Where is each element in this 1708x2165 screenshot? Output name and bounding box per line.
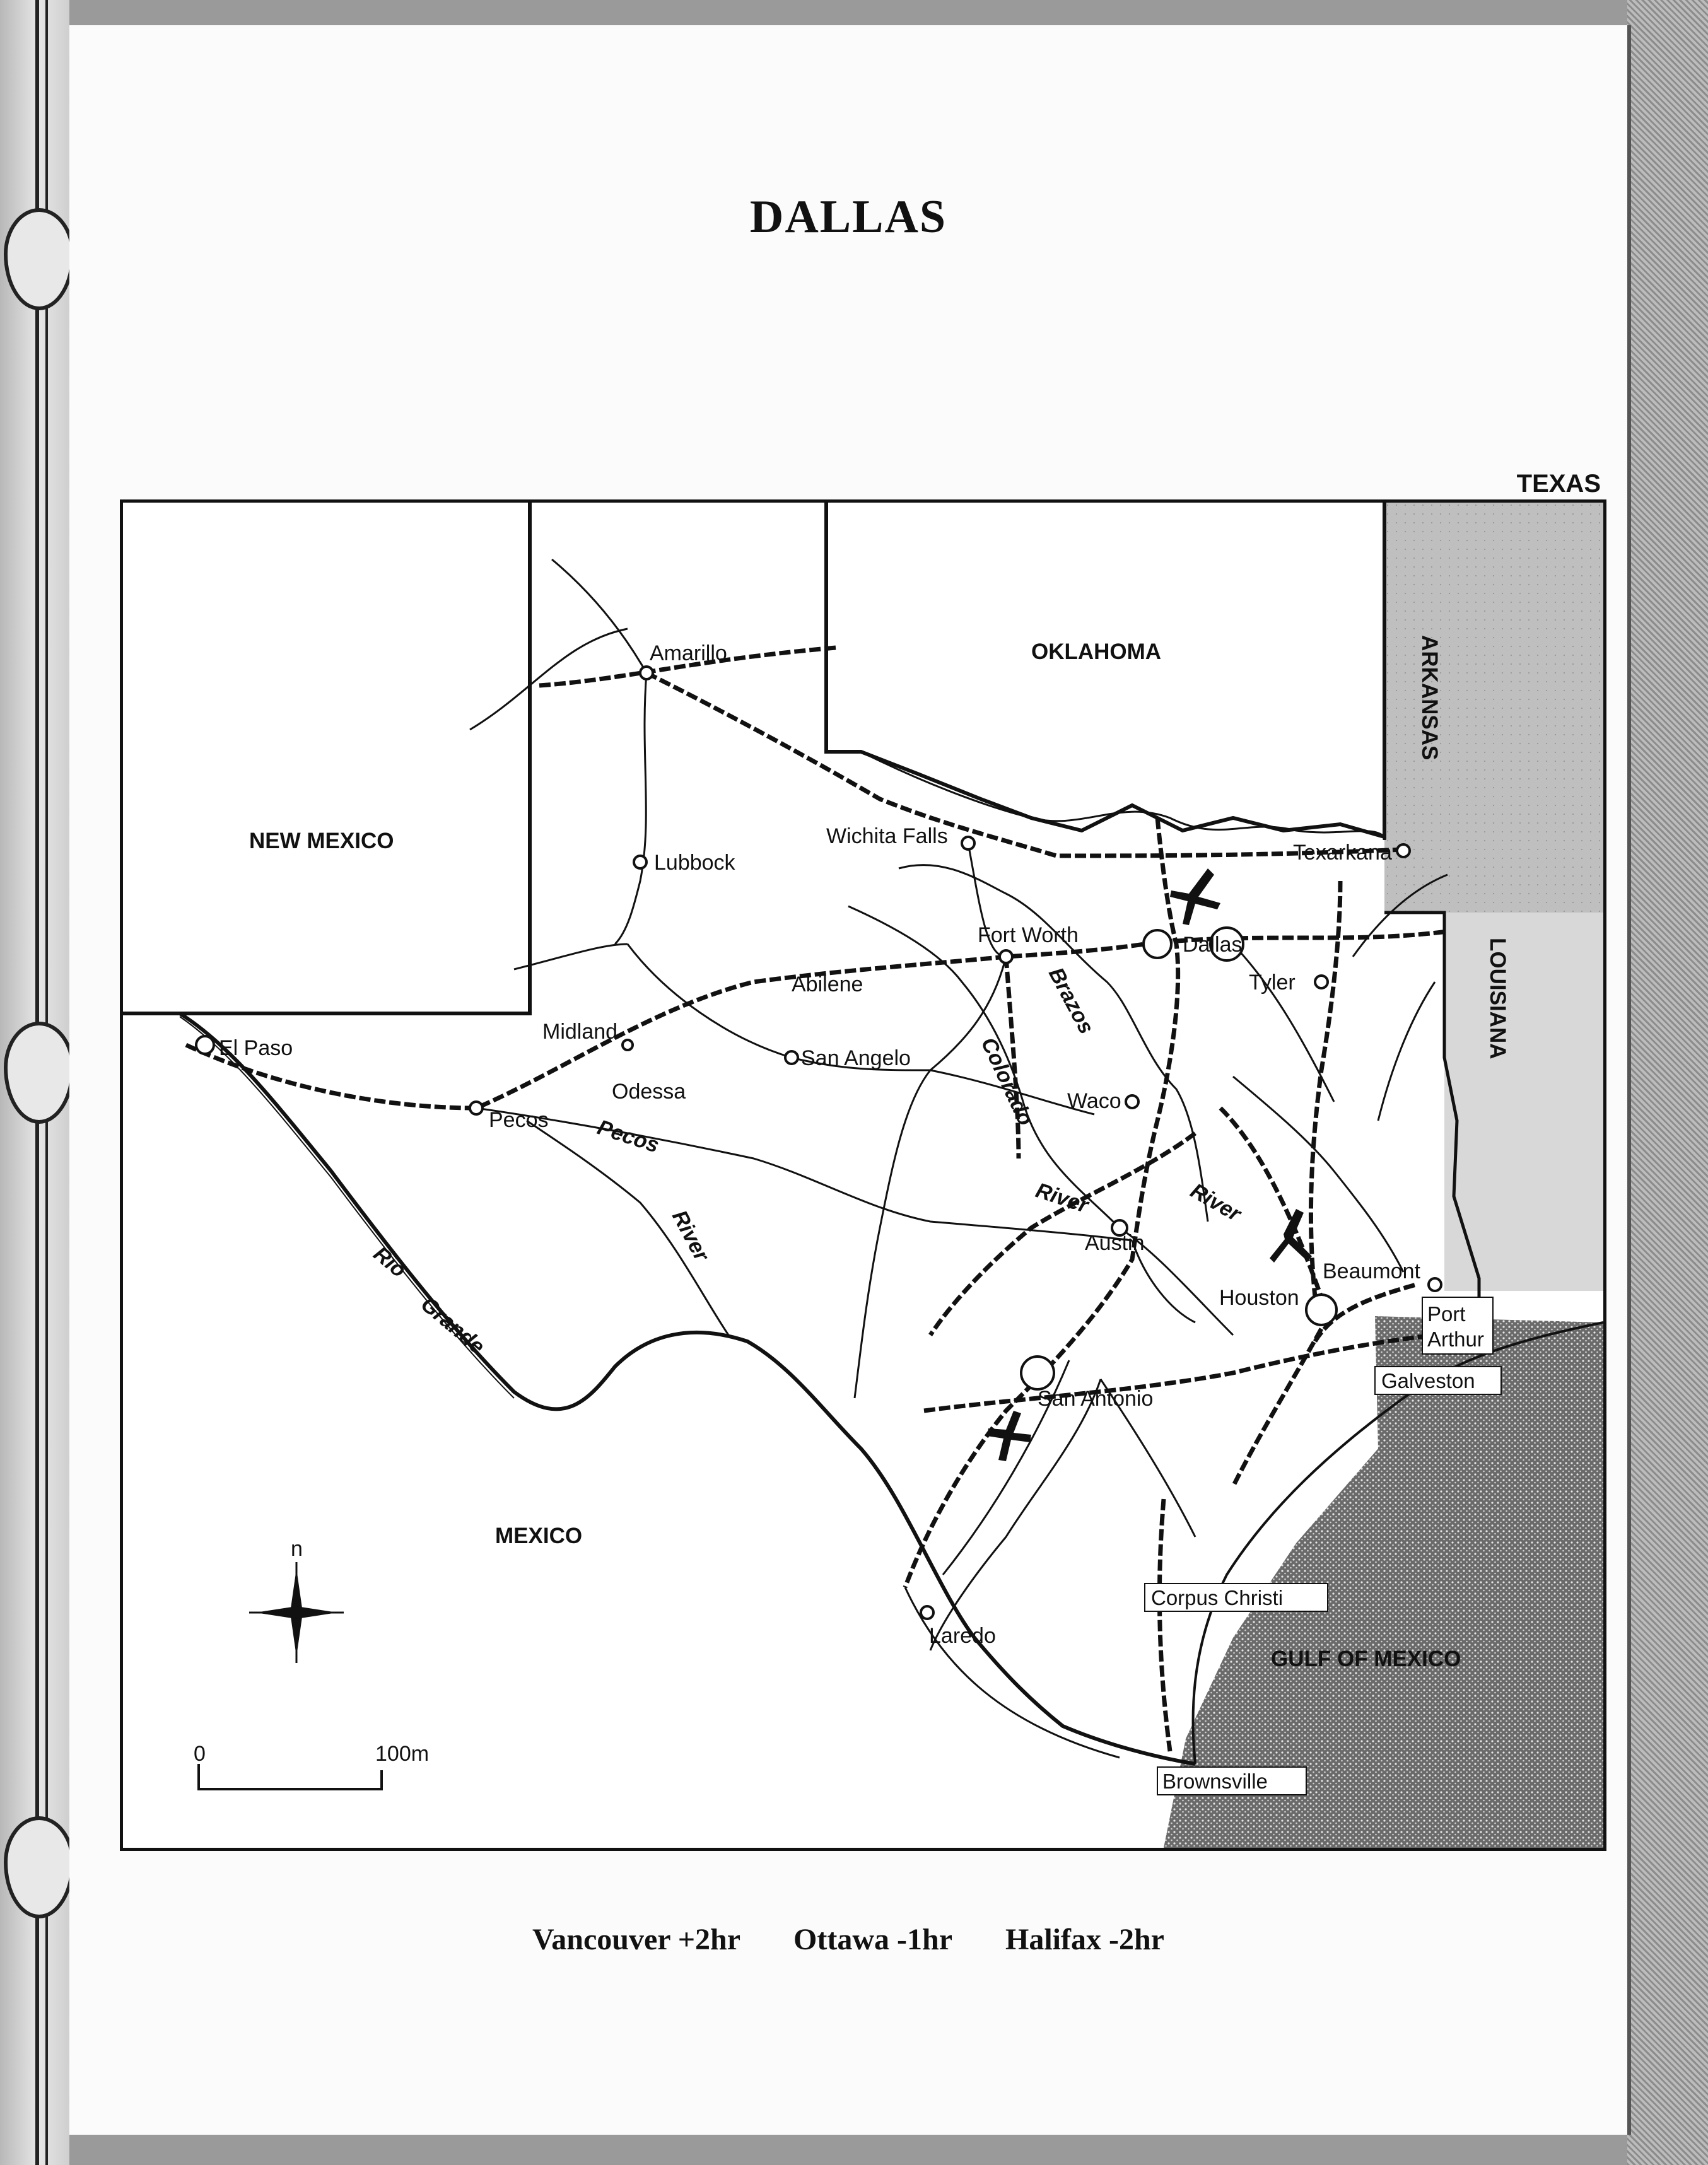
abilene-label: Abilene	[792, 972, 863, 996]
el-paso-label: El Paso	[219, 1036, 293, 1060]
new-mexico-border	[123, 503, 530, 1013]
beaumont-label: Beaumont	[1323, 1259, 1420, 1283]
arkansas-label: ARKANSAS	[1417, 635, 1442, 761]
halifax-offset: Halifax -2hr	[1005, 1923, 1164, 1956]
san-antonio-marker	[1021, 1357, 1054, 1389]
waco-label: Waco	[1067, 1089, 1121, 1113]
san-angelo-label: San Angelo	[801, 1046, 911, 1070]
dallas-label: Dallas	[1183, 933, 1243, 957]
pecos-marker	[470, 1102, 483, 1114]
rio-grande-label-1: Rio	[368, 1242, 411, 1283]
scale-bar	[199, 1764, 382, 1789]
texarkana-marker	[1397, 844, 1410, 857]
fort-worth-marker	[1144, 930, 1171, 958]
scan-edge	[1627, 0, 1708, 2165]
brownsville-label: Brownsville	[1162, 1770, 1268, 1793]
pecos-river-label: Pecos	[594, 1115, 662, 1158]
tyler-label: Tyler	[1249, 971, 1296, 995]
mexico-label: MEXICO	[495, 1524, 583, 1548]
oklahoma-label: OKLAHOMA	[1031, 639, 1162, 664]
wichita-falls-label: Wichita Falls	[826, 824, 948, 848]
vancouver-offset: Vancouver +2hr	[532, 1923, 741, 1956]
san-antonio-label: San Antonio	[1038, 1387, 1154, 1411]
laredo-label: Laredo	[929, 1624, 996, 1648]
brazos-river-label: Brazos	[1043, 963, 1099, 1038]
austin-label: Austin	[1085, 1231, 1145, 1255]
map-canvas	[123, 503, 1603, 1848]
houston-marker	[1306, 1295, 1337, 1325]
texarkana-label: Texarkana	[1293, 841, 1392, 865]
wichita-falls-marker	[962, 837, 974, 849]
page-title: DALLAS	[749, 191, 947, 243]
el-paso-marker	[196, 1036, 214, 1054]
brazos-river	[899, 865, 1208, 1222]
san-angelo-marker	[785, 1051, 798, 1064]
lubbock-marker	[634, 856, 646, 868]
compass-north-label: n	[291, 1537, 303, 1561]
fort-worth-label: Fort Worth	[978, 923, 1079, 947]
rio-grande-label-2: Grande	[416, 1292, 489, 1359]
gulf-of-mexico-label: GULF OF MEXICO	[1271, 1647, 1461, 1671]
abilene-marker	[1000, 950, 1012, 963]
louisiana-label: LOUISIANA	[1485, 938, 1510, 1059]
time-zone-footer	[69, 1922, 1627, 1957]
midland-marker	[623, 1040, 633, 1050]
compass-rose	[249, 1562, 344, 1663]
odessa-label: Odessa	[612, 1080, 686, 1104]
port-arthur-label-line1: Port	[1427, 1302, 1466, 1326]
texas-map	[120, 499, 1606, 1851]
laredo-marker	[921, 1606, 933, 1619]
tyler-marker	[1315, 976, 1328, 988]
scale-end-label: 100m	[375, 1742, 430, 1766]
midland-label: Midland	[542, 1020, 618, 1044]
waco-marker	[1126, 1095, 1138, 1108]
port-arthur-label-line2: Arthur	[1427, 1328, 1484, 1351]
houston-label: Houston	[1219, 1286, 1299, 1310]
colorado-river-label-2: River	[1032, 1178, 1092, 1218]
map-region-label: TEXAS	[1516, 470, 1601, 498]
new-mexico-label: NEW MEXICO	[249, 829, 394, 853]
pecos-label: Pecos	[489, 1108, 549, 1132]
corpus-christi-label: Corpus Christi	[1151, 1586, 1284, 1609]
ottawa-offset: Ottawa -1hr	[793, 1923, 952, 1956]
lubbock-label: Lubbock	[654, 851, 735, 875]
city-markers	[196, 667, 1441, 1619]
beaumont-marker	[1429, 1278, 1441, 1291]
amarillo-marker	[640, 667, 653, 679]
pecos-river-label-2: River	[667, 1206, 714, 1265]
document-page	[69, 25, 1631, 2135]
trinity-river	[1233, 1077, 1403, 1272]
scale-start-label: 0	[194, 1742, 206, 1766]
oklahoma-border	[826, 503, 1384, 837]
louisiana-area	[1444, 913, 1603, 1291]
dfw-airport-icon	[1170, 868, 1220, 925]
brazos-river-label-2: River	[1186, 1179, 1245, 1227]
galveston-label: Galveston	[1381, 1369, 1475, 1392]
amarillo-label: Amarillo	[650, 641, 727, 665]
colorado-river-label: Colorado	[976, 1034, 1038, 1129]
